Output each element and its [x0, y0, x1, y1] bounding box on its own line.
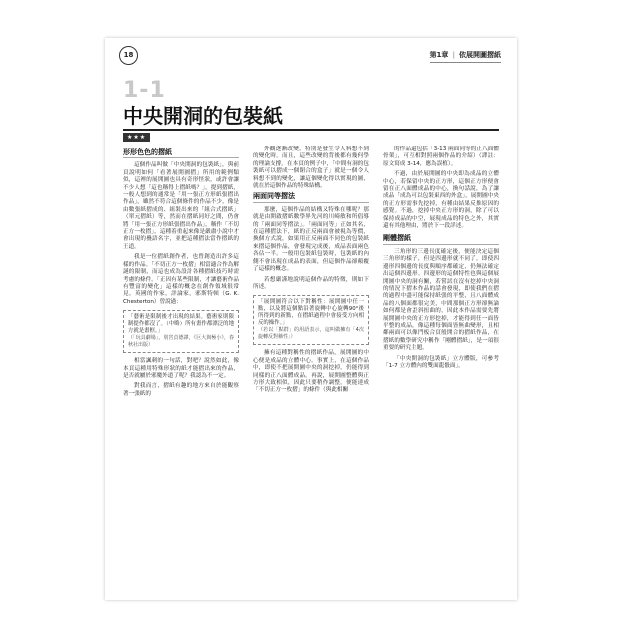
paragraph: 相當諷刺的一句話，對吧？說然如此，像本頁這種用特殊形狀的紙才能摺出來的作品，是否就屬於邪魔外道了呢？我認為不一定。	[123, 358, 239, 379]
quote-source: （「玩具劇場」，別宮貞德譯，《巨大與極小》，春秋社出版）	[128, 335, 234, 349]
page-number: 18	[119, 46, 138, 65]
quote-box	[253, 295, 369, 345]
running-header: 第1章 | 依展開圖摺紙	[430, 50, 501, 63]
quote-text: 「藝術是限制後才出現的結果。藝術家則限制提作都沒了。（中略）所有畫作都漂泛的地方就是畫框。」	[128, 314, 234, 335]
book-page	[105, 38, 517, 600]
paragraph: 我是一位摺紙創作者，也曾創造出許多這樣的作品。「不切正方一枚摺」相當適合作為解謎的限制，而這也成為設計各種摺紙技巧時需考慮的條件。「正因有某些限制，才讓藝術作品有豐富的變化」這樣的概念在創作領域很常見。英國的作家，評論家，邪斯特頓（G. K. Chesterton）曾說過：	[123, 254, 239, 305]
quote-box	[123, 310, 239, 353]
quote-note: （若以「點群」的用語表示，這叫做擁有「4次旋轉反對稱性」）	[258, 327, 364, 341]
section-number: 1-1	[123, 78, 166, 103]
text-column-2	[253, 146, 369, 584]
paragraph: 不過，由於展開圖的中央即為成品的立體中心，若保留中央的正方形，這個正方形便會留在正八面體成品的中心，換句話說，為了讓成品「成為可以包裝東西的外盒」，展開圖中央的正方形需事先挖掉，有種由結果反推原因的感覺。不過，挖掉中央正方形的洞，除了可以保持成品的中空，展現成品的特色之外，其實還有其他理由，將於下一段詳述。	[383, 171, 499, 230]
paragraph: 三角形的三邊長度確定後，便能決定這個三角形的樣子，但是四邊形就不同了。即使四邊形四個邊的長度與順序都確定，仍無法確定出這個四邊形。四邊形的這個特性也與這個展開圖中央的洞有關，若嘗試在沒有挖掉中央洞的情況下摺本作品的話會發現，即使我們在摺的過程中盡可能保持紙張的平整，且八面體成品的八個面都很完美，中間那個正方形卻無論如何都是會歪斜扭曲的，因此本作品需要先將展開圖中央的正方形挖掉，才能得到任一面皆平整的成品，像這種每個面皆無曲變形，且相鄰兩面可以像門板合頁般開合的摺紙作品，在摺紙的數學研究中稱作「剛體摺紙」，是一項很重要的研究主題。	[383, 248, 499, 352]
quote-text: 「展開圖符合以下對稱性：展開圖中任一點，以及將這個點沿著旋轉中心旋轉90°後所得到的新點，在摺紙過程中會接受方向相反的操作。」	[258, 299, 364, 327]
section-title: 中央開洞的包裝紙	[123, 104, 283, 128]
paragraph: 那麼，這個作品的結構又特殊在哪呢？那就是由開啟摺紙數學界先河的川崎敏和所倡導的「兩面同等摺法」。「兩面同等」正如其名，在這種摺法下，紙的正反兩面會被視為等價，換個方式說，如果用正反兩面不同色的包裝紙來摺這個作品，會發現完成後，成品表面兩色各佔一半。一般用包裝紙包裝時，包裝紙的內側不會出現在成品的表面，但這個作品卻顛覆了這樣的概念。	[253, 206, 369, 273]
paragraph: 擁有這種對稱性的摺紙作品，展開圖的中心便是成品的立體中心。事實上，在這個作品中，即使不把展開圖中央的洞挖掉，仍能得到同樣的正八面體成品。再說，展開圖整體與正方形大致相似，因此只要稍作調整，便能達成「不切正方一枚摺」的條件（與此相關	[253, 350, 369, 394]
text-column-3	[383, 146, 499, 584]
subhead-two-sided-folding: 兩面同等摺法	[253, 193, 369, 202]
difficulty-badge: ★★★	[123, 133, 150, 142]
subhead-rigid-origami: 剛體摺紙	[383, 235, 499, 244]
text-column-1	[123, 146, 239, 584]
paragraph: 的作品還包括「3-13 兩面同等的正八面體骨架」，可互相對照兩個作品的介紹）（譯註：原文寫成 3-14，應為誤植）。	[383, 146, 499, 167]
paragraph: 「中央開洞的包裝紙」立方體版，可參考「1-7 立方體內的雙面龍骰面」。	[383, 355, 499, 369]
title-rule	[123, 129, 499, 131]
paragraph: 外觀逐漸改變，特別是發生令人料想不到的變化時。而且，這些改變的背後都有幾何學的理論支撐。在本頁的例子中，「中間有洞的包裝紙可以摺成一個閉合的盒子」就是一個令人料想不到的變化，讓這個變化得以實現的圖，就在於這個作品的特殊結構。	[253, 146, 369, 190]
paragraph: 對我而言，摺紙有趣的地方來自於能觀察著一張紙的	[123, 383, 239, 397]
chapter-title: 依展開圖摺紙	[459, 51, 501, 59]
subhead-origami-variety: 形形色色的摺紙	[123, 149, 239, 158]
paragraph: 這個作品叫做「中央開洞的包裝紙」，與前頁說明如何「看著展開圖摺」所用的範例類似，這裡的展開圖也具有奇形怪狀，或許會讓不少人想「這也稱得上摺紙嗎？」，提到摺紙，一般人想到的通常是「用一張正方形紙張摺出作品」，雖然不符合這個條件的作品不少，像是由數張紙摺成的、組裝出來的「組合式摺紙」（單元摺紙）等，然而在摺紙同好之間，仍會將「用一張正方形紙張摺出作品」，稱作「不切正方一枚摺」，這種着重起來像是嚴肅小說中才會出現的疊語名字，並把這種摺法當作摺紙的王道。	[123, 162, 239, 250]
paragraph: 若想嚴謹地說明這個作品的特徵，則如下所述。	[253, 276, 369, 290]
chapter-label: 第1章	[429, 51, 449, 59]
